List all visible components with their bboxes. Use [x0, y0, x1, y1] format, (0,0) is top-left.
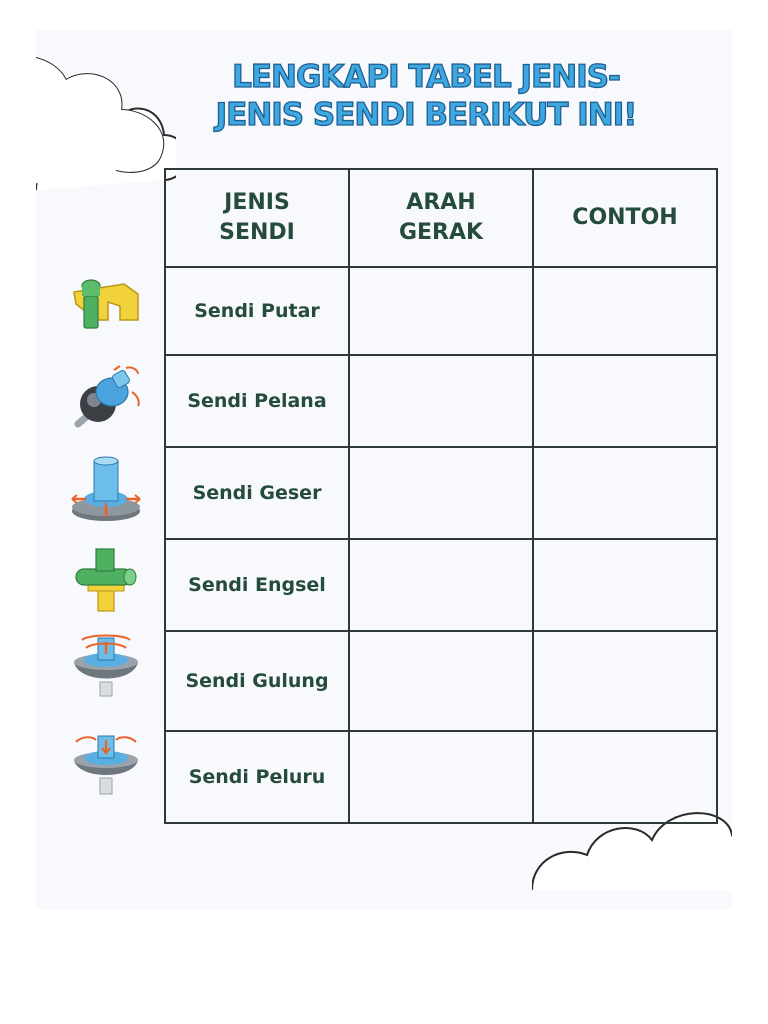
table-row — [165, 731, 717, 823]
arah-gerak-cell[interactable] — [349, 631, 533, 731]
contoh-cell[interactable] — [533, 539, 717, 631]
header-contoh: CONTOH — [533, 169, 717, 267]
header-jenis-sendi: JENIS SENDI — [165, 169, 349, 267]
arah-gerak-cell[interactable] — [349, 539, 533, 631]
arah-gerak-cell[interactable] — [349, 447, 533, 539]
table-row — [165, 631, 717, 731]
joint-name-cell: Sendi Putar — [165, 267, 349, 355]
contoh-cell[interactable] — [533, 631, 717, 731]
title-line-1: LENGKAPI TABEL JENIS- — [232, 59, 620, 95]
arah-gerak-cell[interactable] — [349, 267, 533, 355]
joint-name-cell: Sendi Pelana — [165, 355, 349, 447]
joint-name-cell: Sendi Geser — [165, 447, 349, 539]
arah-gerak-cell[interactable] — [349, 355, 533, 447]
contoh-cell[interactable] — [533, 731, 717, 823]
worksheet-page — [36, 30, 732, 910]
joint-types-table — [164, 168, 718, 824]
table-row — [165, 355, 717, 447]
contoh-cell[interactable] — [533, 267, 717, 355]
table-row — [165, 447, 717, 539]
ball-socket-joint-icon — [68, 728, 144, 798]
pivot-joint-icon — [68, 272, 144, 342]
table-header-row — [165, 169, 717, 267]
cloud-decoration-icon — [36, 40, 176, 190]
title-line-2: JENIS SENDI BERIKUT INI! — [215, 97, 637, 133]
header-arah-gerak: ARAH GERAK — [349, 169, 533, 267]
condyloid-joint-icon — [68, 628, 144, 698]
arah-gerak-cell[interactable] — [349, 731, 533, 823]
contoh-cell[interactable] — [533, 355, 717, 447]
contoh-cell[interactable] — [533, 447, 717, 539]
joint-name-cell: Sendi Engsel — [165, 539, 349, 631]
saddle-joint-icon — [68, 362, 144, 432]
gliding-joint-icon — [68, 455, 144, 525]
hinge-joint-icon — [68, 545, 144, 615]
joint-name-cell: Sendi Peluru — [165, 731, 349, 823]
table-row — [165, 539, 717, 631]
worksheet-title — [156, 58, 696, 134]
joint-name-cell: Sendi Gulung — [165, 631, 349, 731]
table-row — [165, 267, 717, 355]
